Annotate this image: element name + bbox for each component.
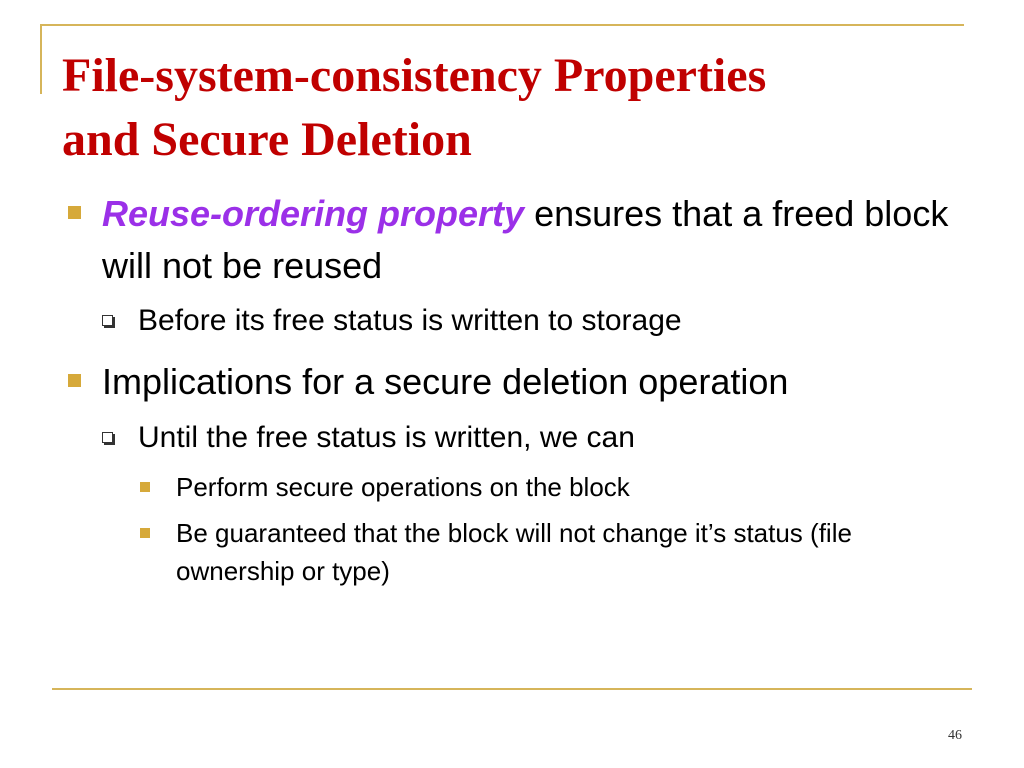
slide-title: [62, 44, 992, 172]
sub-sub-bullet-guaranteed-status: [140, 514, 976, 590]
top-rule: [40, 24, 964, 26]
hollow-square-bullet-icon: [102, 432, 113, 443]
square-bullet-icon: [140, 482, 150, 492]
sub-sub-bullet-perform-secure-ops: [140, 468, 976, 506]
bullet-text: Implications for a secure deletion operation: [102, 361, 789, 402]
sub-sub-bullet-text: Be guaranteed that the block will not change it’s status (file ownership or type): [176, 518, 852, 586]
page-number: 46: [948, 728, 962, 743]
square-bullet-icon: [140, 528, 150, 538]
bullet-reuse-ordering: [68, 188, 962, 292]
sub-bullet-text: Before its free status is written to storage: [138, 304, 682, 337]
bottom-rule: [52, 688, 972, 690]
sub-bullet-until-free-status: [102, 418, 958, 458]
slide-title-line-2: and Secure Deletion: [62, 113, 472, 166]
slide-title-line-1: File-system-consistency Properties: [62, 49, 767, 102]
square-bullet-icon: [68, 374, 81, 387]
bullet-text: ensures that a freed block will not be reused: [102, 193, 949, 286]
emphasis-term: Reuse-ordering property: [102, 193, 525, 234]
bullet-implications: [68, 356, 962, 408]
sub-bullet-text: Until the free status is written, we can: [138, 421, 635, 454]
sub-bullet-before-free-status: [102, 301, 958, 341]
square-bullet-icon: [68, 206, 81, 219]
hollow-square-bullet-icon: [102, 315, 113, 326]
left-rule: [40, 24, 42, 94]
sub-sub-bullet-text: Perform secure operations on the block: [176, 472, 630, 502]
